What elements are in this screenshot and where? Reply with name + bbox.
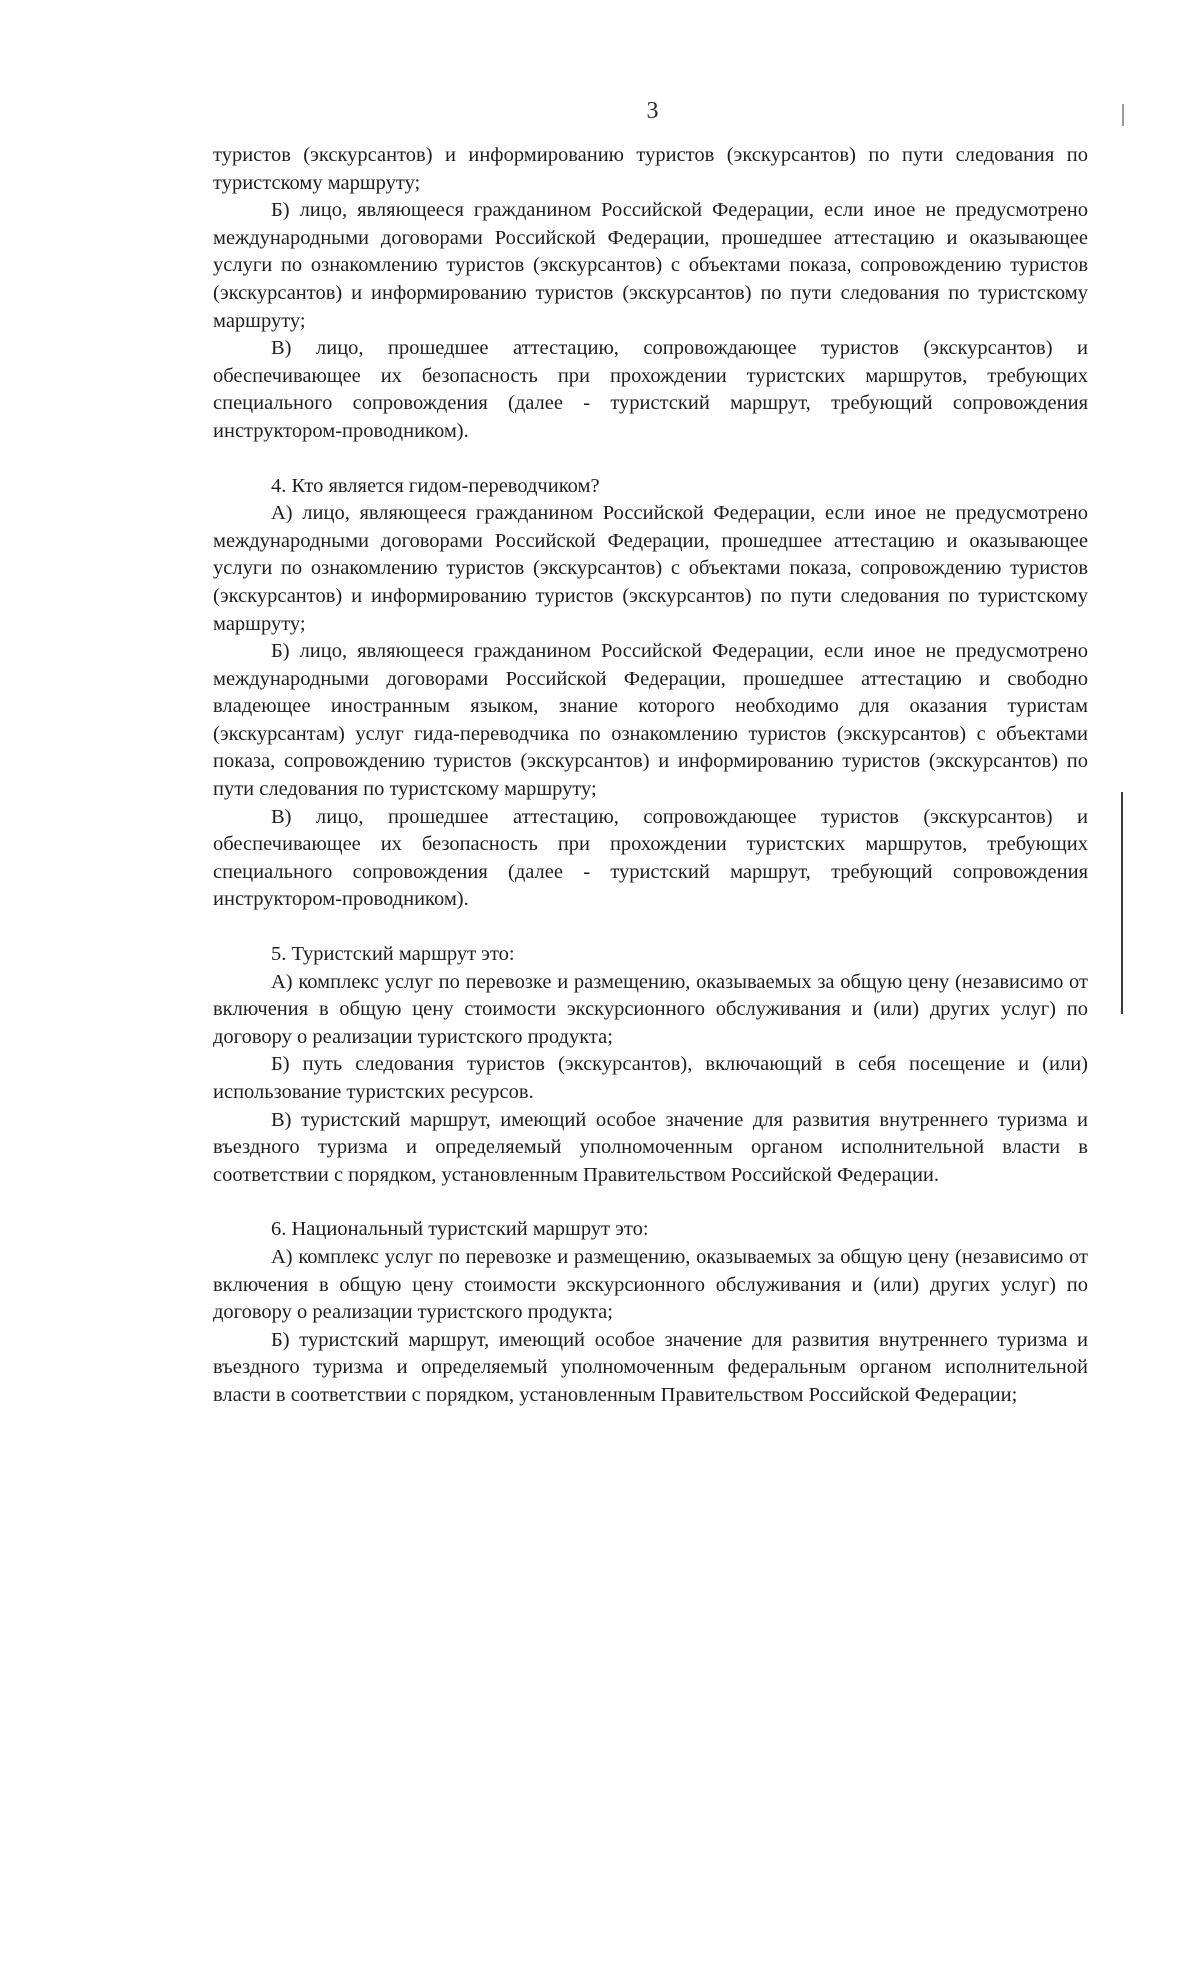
question-4: 4. Кто является гидом-переводчиком? [271,474,600,497]
page-number: 3 [646,98,659,124]
answer-option-a: А) лицо, являющееся гражданином Российской Федерации, если иное не предусмотрено международными договорами Российской Федерации, прошедшее аттестацию и оказывающее услуги по ознакомлению туристов (экскурсантов) с объектами показа, сопровождению туристов (экскурсантов) и информированию туристов (экскурсантов) по пути следования по туристскому маршруту; [213,502,1088,635]
question-6: 6. Национальный туристский маршрут это: [271,1218,649,1241]
answer-option-b: Б) лицо, являющееся гражданином Российской Федерации, если иное не предусмотрено международными договорами Российской Федерации, прошедшее аттестацию и оказывающее услуги по ознакомлению туристов (экскурсантов) с объектами показа, сопровождению туристов (экскурсантов) и информированию туристов (экскурсантов) по пути следования по туристскому маршруту; [213,199,1088,332]
question-5: 5. Туристский маршрут это: [271,943,515,966]
answer-option-a: А) комплекс услуг по перевозке и размещению, оказываемых за общую цену (независимо от включения в общую цену стоимости экскурсионного обслуживания и (или) других услуг) по договору о реализации туристского продукта; [213,1245,1088,1324]
answer-option-v: В) лицо, прошедшее аттестацию, сопровождающее туристов (экскурсантов) и обеспечивающее их безопасность при прохождении туристских маршрутов, требующих специального сопровождения (далее - туристский маршрут, требующий сопровождения инструктором-проводником). [213,337,1088,442]
answer-option-b: Б) путь следования туристов (экскурсантов), включающий в себя посещение и (или) использование туристских ресурсов. [213,1053,1088,1103]
answer-option-v: В) туристский маршрут, имеющий особое значение для развития внутреннего туризма и въездного туризма и определяемый уполномоченным органом исполнительной власти в соответствии с порядком, установленным Правительством Российской Федерации. [213,1108,1088,1186]
answer-option-b: Б) лицо, являющееся гражданином Российской Федерации, если иное не предусмотрено международными договорами Российской Федерации, прошедшее аттестацию и свободно владеющее иностранным языком, знание которого необходимо для оказания туристам (экскурсантам) услуг гида-переводчика по ознакомлению туристов (экскурсантов) с объектами показа, сопровождению туристов (экскурсантов) и информированию туристов (экскурсантов) по пути следования по туристскому маршруту; [213,640,1088,801]
answer-option-b: Б) туристский маршрут, имеющий особое значение для развития внутреннего туризма и въездного туризма и определяемый уполномоченным федеральным органом исполнительной власти в соответствии с порядком, установленным Правительством Российской Федерации; [213,1328,1088,1406]
paragraph-continuation: туристов (экскурсантов) и информированию туристов (экскурсантов) по пути следования по туристскому маршруту; [213,144,1088,194]
margin-change-bar [1121,792,1123,1014]
scan-artifact-line [1122,104,1124,126]
answer-option-v: В) лицо, прошедшее аттестацию, сопровождающее туристов (экскурсантов) и обеспечивающее их безопасность при прохождении туристских маршрутов, требующих специального сопровождения (далее - туристский маршрут, требующий сопровождения инструктором-проводником). [213,805,1088,911]
answer-option-a: А) комплекс услуг по перевозке и размещению, оказываемых за общую цену (независимо от включения в общую цену стоимости экскурсионного обслуживания и (или) других услуг) по договору о реализации туристского продукта; [213,970,1088,1048]
document-body [213,142,1088,1410]
